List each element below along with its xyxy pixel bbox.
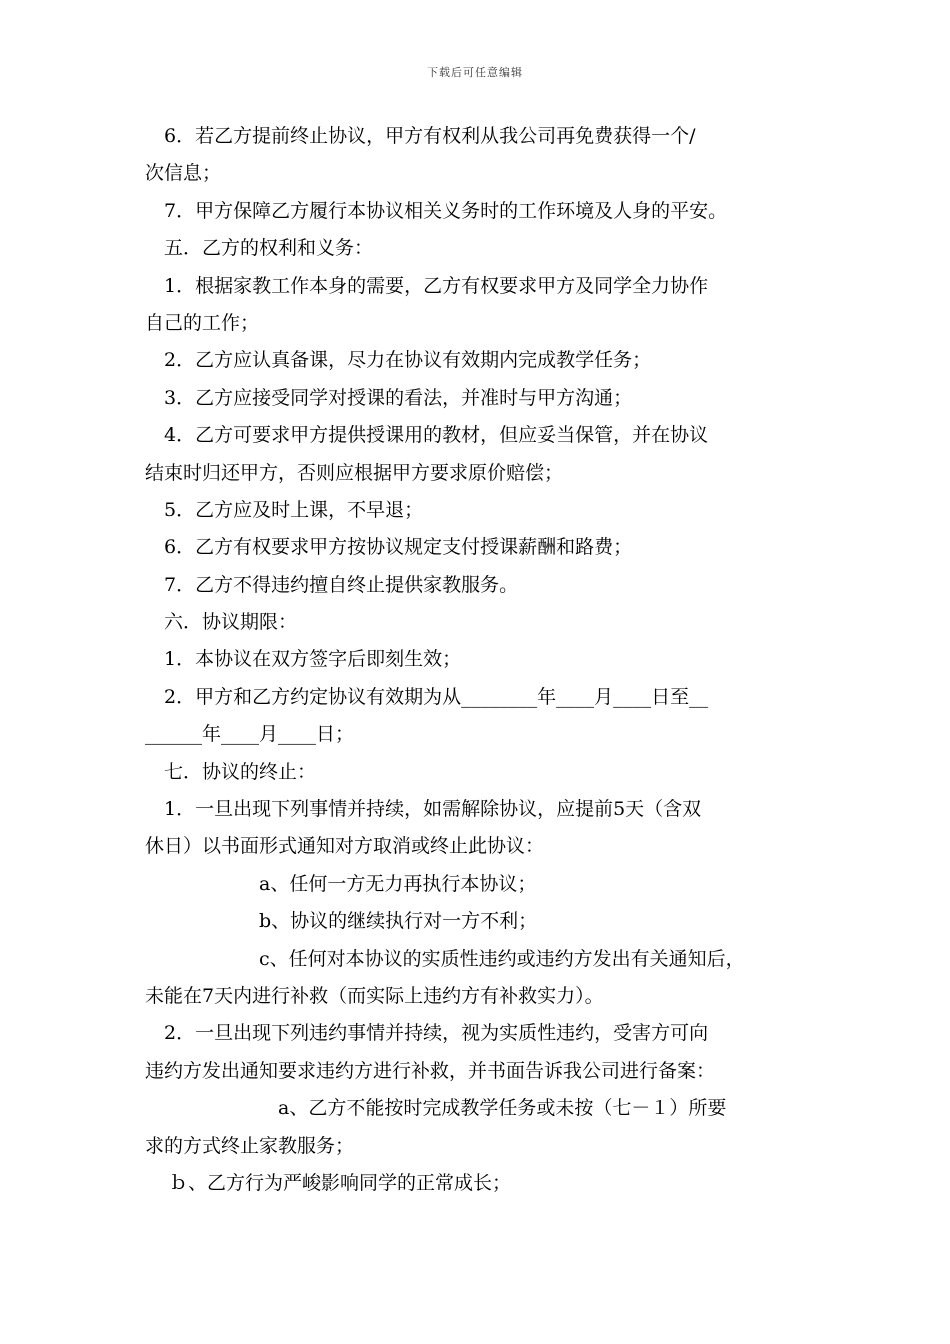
paragraph-line: 结束时归还甲方，否则应根据甲方要求原价赔偿； [145, 461, 564, 484]
paragraph-line: 2．乙方应认真备课，尽力在协议有效期内完成教学任务； [164, 349, 652, 372]
paragraph-line: 次信息； [145, 162, 222, 185]
paragraph-line: 1．一旦出现下列事情并持续，如需解除协议，应提前5天（含双 [164, 798, 702, 821]
paragraph-line: 6．若乙方提前终止协议，甲方有权利从我公司再免费获得一个/ [164, 125, 696, 147]
paragraph-line: 自己的工作； [145, 311, 260, 334]
paragraph-line: 休日）以书面形式通知对方取消或终止此协议： [145, 835, 545, 858]
sub-item-line: a、任何一方无力再执行本协议； [259, 872, 537, 895]
paragraph-line: 2．一旦出现下列违约事情并持续，视为实质性违约，受害方可向 [164, 1022, 709, 1045]
paragraph-line: 未能在7天内进行补救（而实际上违约方有补救实力）。 [145, 984, 604, 1007]
page-header: 下载后可任意编辑 [427, 66, 523, 79]
paragraph-line: 4．乙方可要求甲方提供授课用的教材，但应妥当保管，并在协议 [164, 424, 709, 447]
paragraph-line: 7．乙方不得违约擅自终止提供家教服务。 [164, 573, 519, 596]
sub-item-line: c、任何对本协议的实质性违约或违约方发出有关通知后， [259, 947, 745, 970]
section-heading: 六．协议期限： [164, 611, 298, 634]
paragraph-line: 2．甲方和乙方约定协议有效期为从________年____月____日至__ [164, 685, 709, 708]
sub-item-line: ｂ、乙方行为严峻影响同学的正常成长； [169, 1171, 512, 1194]
paragraph-line: ______年____月____日； [145, 723, 355, 746]
paragraph-line: 违约方发出通知要求违约方进行补救，并书面告诉我公司进行备案： [145, 1059, 716, 1082]
paragraph-line: 7．甲方保障乙方履行本协议相关义务时的工作环境及人身的平安。 [164, 199, 728, 222]
sub-item-line: b、协议的继续执行对一方不利； [259, 910, 538, 933]
section-heading: 五．乙方的权利和义务： [164, 237, 374, 260]
paragraph-line: 3．乙方应接受同学对授课的看法，并准时与甲方沟通； [164, 386, 633, 409]
contract-body [145, 118, 820, 1202]
paragraph-line: 1．本协议在双方签字后即刻生效； [164, 648, 462, 671]
paragraph-line: 5．乙方应及时上课，不早退； [164, 498, 424, 521]
paragraph-line: 6．乙方有权要求甲方按协议规定支付授课薪酬和路费； [164, 536, 633, 559]
paragraph-line: 1．根据家教工作本身的需要，乙方有权要求甲方及同学全力协作 [164, 274, 709, 297]
sub-item-line: a、乙方不能按时完成教学任务或未按（七－１）所要 [278, 1097, 727, 1120]
paragraph-line: 求的方式终止家教服务； [145, 1134, 355, 1157]
section-heading: 七．协议的终止： [164, 760, 317, 783]
